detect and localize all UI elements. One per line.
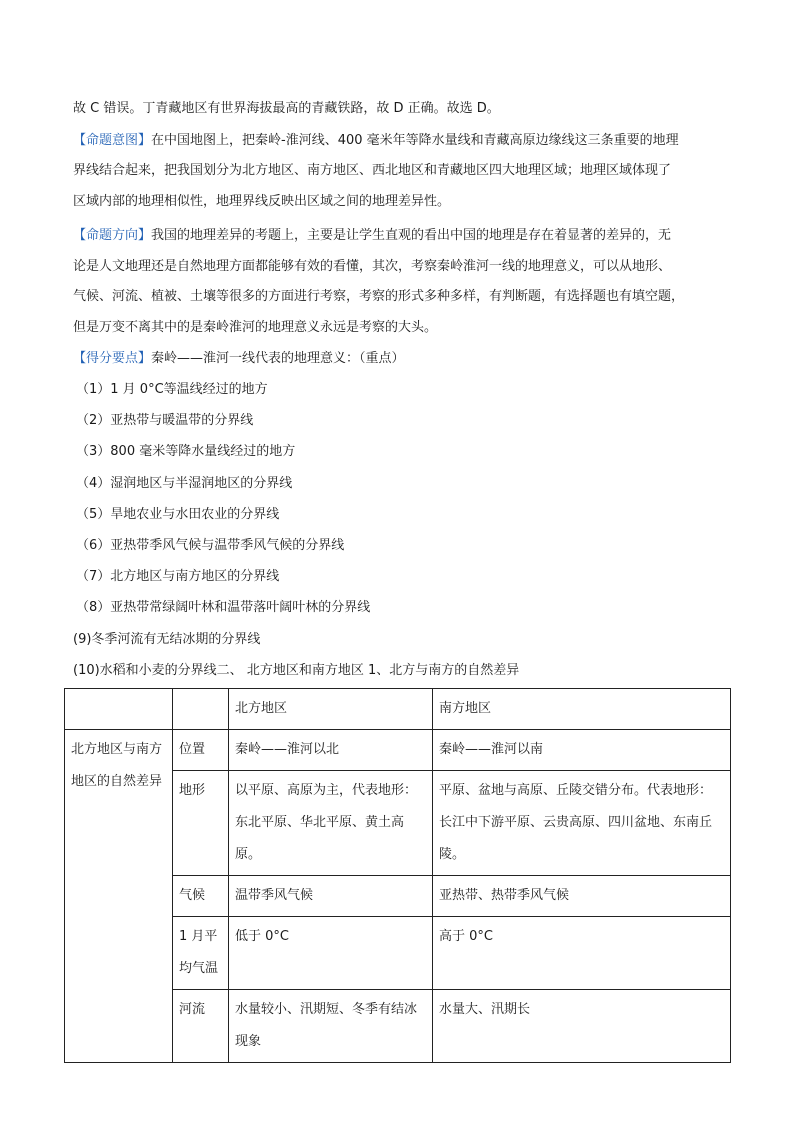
paragraph-conclusion: 故 C 错误。丁青藏地区有世界海拔最高的青藏铁路，故 D 正确。故选 D。 (73, 101, 500, 116)
table-header-north: 北方地区 (229, 689, 433, 730)
table-cell-north: 秦岭——淮河以北 (229, 730, 433, 771)
table-cell-south: 水量大、汛期长 (433, 990, 731, 1063)
table-row-title: 北方地区与南方地区的自然差异 (65, 730, 173, 1063)
list-item: （7）北方地区与南方地区的分界线 (76, 569, 280, 584)
list-item: （6）亚热带季风气候与温带季风气候的分界线 (76, 538, 345, 553)
table-cell-north: 以平原、高原为主，代表地形：东北平原、华北平原、黄土高原。 (229, 771, 433, 876)
intent-tag: 【命题意图】 (73, 133, 152, 148)
table-row-label: 位置 (173, 730, 229, 771)
table-cell-south: 平原、盆地与高原、丘陵交错分布。代表地形：长江中下游平原、云贵高原、四川盆地、东南丘陵。 (433, 771, 731, 876)
points-heading-text: 秦岭——淮河一线代表的地理意义：（重点） (151, 351, 405, 366)
list-item: (10)水稻和小麦的分界线二、 北方地区和南方地区 1、北方与南方的自然差异 (73, 663, 520, 678)
table-cell-south: 高于 0°C (433, 917, 731, 990)
points-tag: 【得分要点】 (73, 351, 152, 366)
table-row-label: 1 月平均气温 (173, 917, 229, 990)
intent-line-2: 界线结合起来，把我国划分为北方地区、南方地区、西北地区和青藏地区四大地理区域；地理区域体现了 (73, 163, 672, 178)
direction-line-1 (73, 226, 671, 246)
table-cell-north: 水量较小、汛期短、冬季有结冰现象 (229, 990, 433, 1063)
table-cell-south: 亚热带、热带季风气候 (433, 876, 731, 917)
intent-line-1 (73, 131, 679, 151)
table-row (65, 730, 731, 771)
intent-text-1: 在中国地图上，把秦岭-淮河线、400 毫米年等降水量线和青藏高原边缘线这三条重要的地理 (151, 133, 679, 148)
comparison-table (64, 688, 731, 1063)
list-item: （8）亚热带常绿阔叶林和温带落叶阔叶林的分界线 (76, 600, 371, 615)
direction-text-1: 我国的地理差异的考题上，主要是让学生直观的看出中国的地理是存在着显著的差异的，无 (151, 228, 672, 243)
table-row-label: 河流 (173, 990, 229, 1063)
table-row-label: 气候 (173, 876, 229, 917)
list-item: （2）亚热带与暖温带的分界线 (76, 413, 254, 428)
table-cell-south: 秦岭——淮河以南 (433, 730, 731, 771)
table-row-label: 地形 (173, 771, 229, 876)
table-cell-north: 温带季风气候 (229, 876, 433, 917)
direction-line-4: 但是万变不离其中的是秦岭淮河的地理意义永远是考察的大头。 (73, 320, 438, 335)
list-item: (9)冬季河流有无结冰期的分界线 (73, 632, 261, 647)
list-item: （5）旱地农业与水田农业的分界线 (76, 507, 280, 522)
points-heading (73, 349, 405, 369)
table-header-south: 南方地区 (433, 689, 731, 730)
direction-line-2: 论是人文地理还是自然地理方面都能够有效的看懂，其次，考察秦岭淮河一线的地理意义，可以从地形、 (73, 259, 672, 274)
list-item: （4）湿润地区与半湿润地区的分界线 (76, 476, 293, 491)
table-header-empty (173, 689, 229, 730)
table-header-empty (65, 689, 173, 730)
table-header-row (65, 689, 731, 730)
intent-line-3: 区域内部的地理相似性，地理界线反映出区域之间的地理差异性。 (73, 194, 451, 209)
list-item: （1）1 月 0°C等温线经过的地方 (76, 382, 268, 397)
table-cell-north: 低于 0°C (229, 917, 433, 990)
list-item: （3）800 毫米等降水量线经过的地方 (76, 444, 296, 459)
direction-line-3: 气候、河流、植被、土壤等很多的方面进行考察，考察的形式多种多样，有判断题，有选择题也有填空题， (73, 289, 685, 304)
direction-tag: 【命题方向】 (73, 228, 152, 243)
